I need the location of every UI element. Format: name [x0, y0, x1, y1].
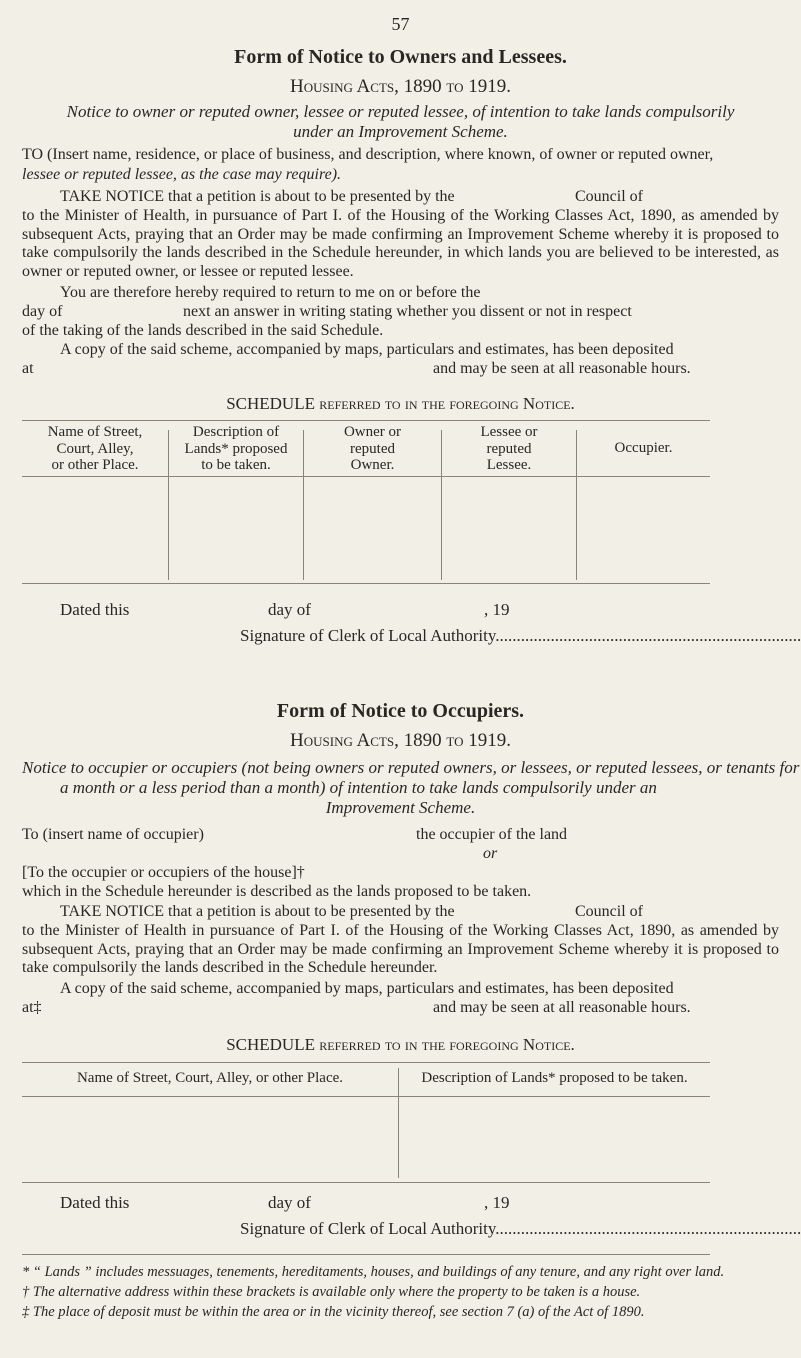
footnote-place-of-deposit: ‡ The place of deposit must be within the area or in the vicinity thereof, see section 7 (a) of the Act of 1890. — [22, 1304, 645, 1320]
column-header-description: Description of Lands* proposed to be taken. — [421, 1070, 688, 1086]
owners-council-of: Council of — [575, 188, 643, 205]
column-header-owner: Owner or reputed Owner. — [343, 424, 402, 473]
owners-required-line: You are therefore hereby required to return to me on or before the — [60, 284, 481, 301]
occupiers-subtitle: Notice to occupier or occupiers (not being owners or reputed owners, or lessees, or reputed lessees, or tenants for — [22, 758, 800, 777]
footnote-lands: * “ Lands ” includes messuages, tenements, hereditaments, houses, and buildings of any tenure, and any right over land. — [22, 1264, 725, 1280]
occupiers-council-of: Council of — [575, 903, 643, 920]
occupiers-or: or — [483, 845, 498, 862]
occupiers-copy-line: A copy of the said scheme, accompanied by maps, particulars and estimates, has been deposited — [60, 980, 674, 997]
occupiers-signature-line: Signature of Clerk of Local Authority........................................................................ — [240, 1219, 801, 1238]
owners-year: , 19 — [484, 600, 510, 619]
owners-signature-line: Signature of Clerk of Local Authority........................................................................ — [240, 626, 801, 645]
owners-taking-line: of the taking of the lands described in the said Schedule. — [22, 322, 384, 339]
owners-at: at — [22, 360, 34, 377]
occupiers-to-insert: To (insert name of occupier) — [22, 826, 204, 843]
table-rule-header — [22, 1096, 710, 1097]
occupiers-form-acts: Housing Acts, 1890 to 1919. — [290, 730, 511, 751]
owners-dated-this: Dated this — [60, 600, 130, 619]
column-header-description: Description of Lands* proposed to be taken. — [184, 424, 288, 473]
occupiers-which-line: which in the Schedule hereunder is described as the lands proposed to be taken. — [22, 883, 532, 900]
occupiers-take-notice-start: TAKE NOTICE that a petition is about to be presented by the — [60, 903, 455, 920]
occupiers-seen-at: and may be seen at all reasonable hours. — [433, 999, 691, 1016]
footnote-alternative-address: † The alternative address within these brackets is available only where the property to be taken is a house. — [22, 1284, 641, 1300]
table-rule-top — [22, 420, 710, 421]
table-rule-bottom — [22, 1182, 710, 1183]
occupiers-schedule-heading: SCHEDULE referred to in the foregoing Notice. — [226, 1035, 575, 1054]
owners-take-notice-start: TAKE NOTICE that a petition is about to be presented by the — [60, 188, 455, 205]
owners-to-line-2: lessee or reputed lessee, as the case may require). — [22, 166, 342, 183]
occupiers-take-notice-body: to the Minister of Health in pursuance of Part I. of the Housing of the Working Classes Act, 1890, as amended by subsequent Acts, praying that an Order may be made confirming an Improvement Scheme whereby it is proposed to take compulsorily the lands described in the Schedule hereunder. — [22, 922, 779, 976]
table-rule-bottom — [22, 583, 710, 584]
occupiers-occupier-of-land: the occupier of the land — [416, 826, 568, 843]
owners-copy-line: A copy of the said scheme, accompanied by maps, particulars and estimates, has been deposited — [60, 341, 674, 358]
owners-form-acts: Housing Acts, 1890 to 1919. — [290, 76, 511, 97]
owners-schedule-heading: SCHEDULE referred to in the foregoing Notice. — [226, 394, 575, 413]
occupiers-form-title: Form of Notice to Occupiers. — [276, 700, 525, 722]
owners-seen-at: and may be seen at all reasonable hours. — [433, 360, 691, 377]
owners-form-subtitle: Notice to owner or reputed owner, lessee or reputed lessee, of intention to take lands compulsorily — [66, 102, 735, 121]
owners-day-of-2: day of — [268, 600, 311, 619]
table-rule-header — [22, 476, 710, 477]
owners-day-of: day of — [22, 303, 63, 320]
column-header-occupier: Occupier. — [614, 440, 673, 456]
occupiers-subtitle-3: Improvement Scheme. — [325, 798, 476, 817]
owners-form-subtitle-2: under an Improvement Scheme. — [293, 122, 508, 141]
column-header-street: Name of Street, Court, Alley, or other Place. — [76, 1070, 344, 1086]
page-number: 57 — [391, 14, 410, 34]
occupiers-dated-this: Dated this — [60, 1193, 130, 1212]
column-header-lessee: Lessee or reputed Lessee. — [480, 424, 538, 473]
occupiers-subtitle-2: a month or a less period than a month) of intention to take lands compulsorily under an — [60, 778, 657, 797]
column-header-street: Name of Street, Court, Alley, or other Place. — [47, 424, 143, 473]
occupiers-year: , 19 — [484, 1193, 510, 1212]
occupiers-at: at‡ — [22, 999, 42, 1016]
footnote-rule — [22, 1254, 710, 1255]
owners-take-notice-body: to the Minister of Health, in pursuance of Part I. of the Housing of the Working Classes Act, 1890, as amended by subsequent Acts, praying that an Order may be made confirming an Improvement Scheme whereby it is proposed to take compulsorily the lands described in the Schedule hereunder, in which lands you are believed to be interested, as owner or reputed owner, or lessee or reputed lessee. — [22, 207, 779, 280]
occupiers-day-of: day of — [268, 1193, 311, 1212]
table-rule-top — [22, 1062, 710, 1063]
occupiers-house-line: [To the occupier or occupiers of the house]† — [22, 864, 305, 881]
owners-next-answer: next an answer in writing stating whether you dissent or not in respect — [183, 303, 632, 320]
owners-to-line: TO (Insert name, residence, or place of business, and description, where known, of owner or reputed owner, — [22, 146, 714, 163]
owners-form-title: Form of Notice to Owners and Lessees. — [234, 46, 567, 68]
